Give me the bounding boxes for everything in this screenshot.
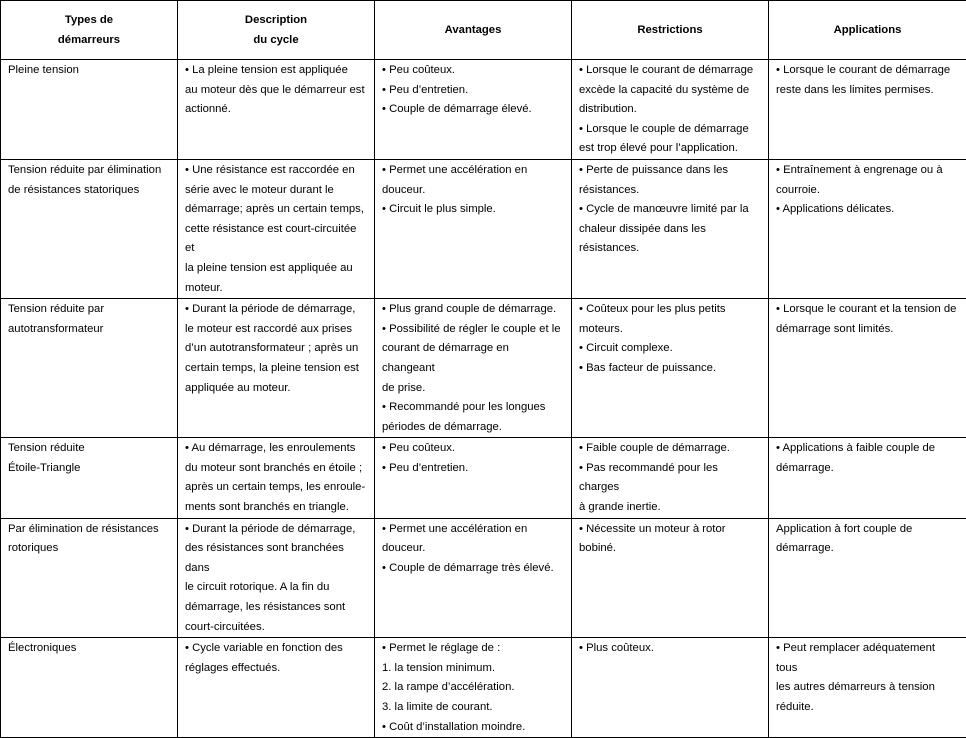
cell-line: • Applications délicates.	[776, 200, 959, 220]
cell-line: démarrage.	[776, 539, 959, 559]
cell-line: • Couple de démarrage élevé.	[382, 100, 564, 120]
table-row	[1, 299, 966, 438]
cell-line: périodes de démarrage.	[382, 418, 564, 438]
cell-line: • Circuit complexe.	[579, 339, 761, 359]
header-applications: Applications	[769, 1, 966, 60]
cell-line: chaleur dissipée dans les résistances.	[579, 220, 761, 259]
cell-line: cette résistance est court-circuitée et	[185, 220, 367, 259]
cell-line: Tension réduite par	[8, 300, 170, 320]
cell-line: • Peu coûteux.	[382, 439, 564, 459]
cell-line: démarrage sont limités.	[776, 320, 959, 340]
cell-line: • Peu d’entretien.	[382, 459, 564, 479]
table-row	[1, 60, 966, 160]
cell-line: courroie.	[776, 181, 959, 201]
header-restrictions: Restrictions	[572, 1, 769, 60]
cell-line: • Lorsque le couple de démarrage	[579, 120, 761, 140]
cell-line: • Plus grand couple de démarrage.	[382, 300, 564, 320]
cell-line: réduite.	[776, 698, 959, 718]
cell-line: après un certain temps, les enroule-	[185, 478, 367, 498]
cell-line: Électroniques	[8, 639, 170, 659]
cell-line: certain temps, la pleine tension est	[185, 359, 367, 379]
header-row	[1, 1, 966, 60]
cell-line: distribution.	[579, 100, 761, 120]
cell-line: • Circuit le plus simple.	[382, 200, 564, 220]
cell-line: Tension réduite par élimination	[8, 161, 170, 181]
cell-line: démarrage; après un certain temps,	[185, 200, 367, 220]
cell-applications	[769, 438, 966, 518]
cell-line: • Nécessite un moteur à rotor	[579, 520, 761, 540]
cell-line: • Peu coûteux.	[382, 61, 564, 81]
cell-line: moteurs.	[579, 320, 761, 340]
cell-line: est trop élevé pour l’application.	[579, 139, 761, 159]
cell-line: • Une résistance est raccordée en	[185, 161, 367, 181]
cell-avantages	[375, 638, 572, 738]
cell-description	[178, 638, 375, 738]
cell-line: Application à fort couple de	[776, 520, 959, 540]
cell-line: • Cycle de manœuvre limité par la	[579, 200, 761, 220]
cell-line: des résistances sont branchées dans	[185, 539, 367, 578]
cell-line: • Recommandé pour les longues	[382, 398, 564, 418]
cell-restrictions	[572, 638, 769, 738]
cell-line: • Permet le réglage de :	[382, 639, 564, 659]
cell-line: • Pas recommandé pour les charges	[579, 459, 761, 498]
cell-line: 2. la rampe d’accélération.	[382, 678, 564, 698]
cell-line: • Peu d’entretien.	[382, 81, 564, 101]
cell-line: • Faible couple de démarrage.	[579, 439, 761, 459]
cell-line: ments sont branchés en triangle.	[185, 498, 367, 518]
cell-line: • Entraînement à engrenage ou à	[776, 161, 959, 181]
cell-line: démarrage.	[776, 459, 959, 479]
cell-line: moteur.	[185, 279, 367, 299]
cell-line: • Peut remplacer adéquatement tous	[776, 639, 959, 678]
cell-applications	[769, 60, 966, 160]
cell-line: Étoile-Triangle	[8, 459, 170, 479]
cell-line: • Applications à faible couple de	[776, 439, 959, 459]
cell-line: • Cycle variable en fonction des	[185, 639, 367, 659]
cell-type	[1, 438, 178, 518]
cell-line: • Bas facteur de puissance.	[579, 359, 761, 379]
cell-line: 3. la limite de courant.	[382, 698, 564, 718]
table-row	[1, 438, 966, 518]
cell-line: le circuit rotorique. A la fin du	[185, 578, 367, 598]
cell-avantages	[375, 518, 572, 638]
cell-avantages	[375, 299, 572, 438]
cell-line: • Couple de démarrage très élevé.	[382, 559, 564, 579]
cell-type	[1, 159, 178, 298]
cell-description	[178, 518, 375, 638]
cell-restrictions	[572, 159, 769, 298]
cell-line: douceur.	[382, 539, 564, 559]
cell-applications	[769, 518, 966, 638]
cell-restrictions	[572, 518, 769, 638]
cell-line: à grande inertie.	[579, 498, 761, 518]
cell-line: • Permet une accélération en	[382, 520, 564, 540]
cell-description	[178, 159, 375, 298]
cell-line: bobiné.	[579, 539, 761, 559]
cell-line: • Lorsque le courant de démarrage	[776, 61, 959, 81]
cell-line: • Coûteux pour les plus petits	[579, 300, 761, 320]
cell-line: reste dans les limites permises.	[776, 81, 959, 101]
cell-line: court-circuitées.	[185, 618, 367, 638]
cell-line: • Plus coûteux.	[579, 639, 761, 659]
cell-type	[1, 60, 178, 160]
cell-line: courant de démarrage en changeant	[382, 339, 564, 378]
cell-line: 1. la tension minimum.	[382, 659, 564, 679]
cell-applications	[769, 638, 966, 738]
cell-line: rotoriques	[8, 539, 170, 559]
cell-line: Tension réduite	[8, 439, 170, 459]
cell-description	[178, 438, 375, 518]
cell-line: appliquée au moteur.	[185, 379, 367, 399]
cell-applications	[769, 159, 966, 298]
cell-line: la pleine tension est appliquée au	[185, 259, 367, 279]
cell-line: série avec le moteur durant le	[185, 181, 367, 201]
cell-line: actionné.	[185, 100, 367, 120]
cell-line: résistances.	[579, 181, 761, 201]
cell-applications	[769, 299, 966, 438]
cell-line: au moteur dès que le démarreur est	[185, 81, 367, 101]
cell-restrictions	[572, 299, 769, 438]
table-row	[1, 518, 966, 638]
header-avantages: Avantages	[375, 1, 572, 60]
cell-line: autotransformateur	[8, 320, 170, 340]
cell-line: les autres démarreurs à tension	[776, 678, 959, 698]
cell-type	[1, 638, 178, 738]
cell-line: de résistances statoriques	[8, 181, 170, 201]
cell-line: de prise.	[382, 379, 564, 399]
cell-line: Pleine tension	[8, 61, 170, 81]
cell-type	[1, 518, 178, 638]
cell-line: • Coût d’installation moindre.	[382, 718, 564, 738]
cell-line: démarrage, les résistances sont	[185, 598, 367, 618]
header-description: Description du cycle	[178, 1, 375, 60]
cell-line: • Permet une accélération en	[382, 161, 564, 181]
cell-line: douceur.	[382, 181, 564, 201]
cell-line: • Lorsque le courant de démarrage	[579, 61, 761, 81]
cell-description	[178, 299, 375, 438]
cell-line: Par élimination de résistances	[8, 520, 170, 540]
cell-line: • Possibilité de régler le couple et le	[382, 320, 564, 340]
cell-line: • Au démarrage, les enroulements	[185, 439, 367, 459]
cell-description	[178, 60, 375, 160]
table-row	[1, 638, 966, 738]
header-types: Types de démarreurs	[1, 1, 178, 60]
cell-line: du moteur sont branchés en étoile ;	[185, 459, 367, 479]
cell-line: • Durant la période de démarrage,	[185, 300, 367, 320]
cell-line: d’un autotransformateur ; après un	[185, 339, 367, 359]
cell-avantages	[375, 438, 572, 518]
cell-line: • Durant la période de démarrage,	[185, 520, 367, 540]
cell-avantages	[375, 159, 572, 298]
table-row	[1, 159, 966, 298]
cell-line: excède la capacité du système de	[579, 81, 761, 101]
cell-line: le moteur est raccordé aux prises	[185, 320, 367, 340]
cell-type	[1, 299, 178, 438]
cell-line: réglages effectués.	[185, 659, 367, 679]
cell-line: • La pleine tension est appliquée	[185, 61, 367, 81]
cell-avantages	[375, 60, 572, 160]
cell-restrictions	[572, 438, 769, 518]
cell-line: • Perte de puissance dans les	[579, 161, 761, 181]
cell-line: • Lorsque le courant et la tension de	[776, 300, 959, 320]
cell-restrictions	[572, 60, 769, 160]
